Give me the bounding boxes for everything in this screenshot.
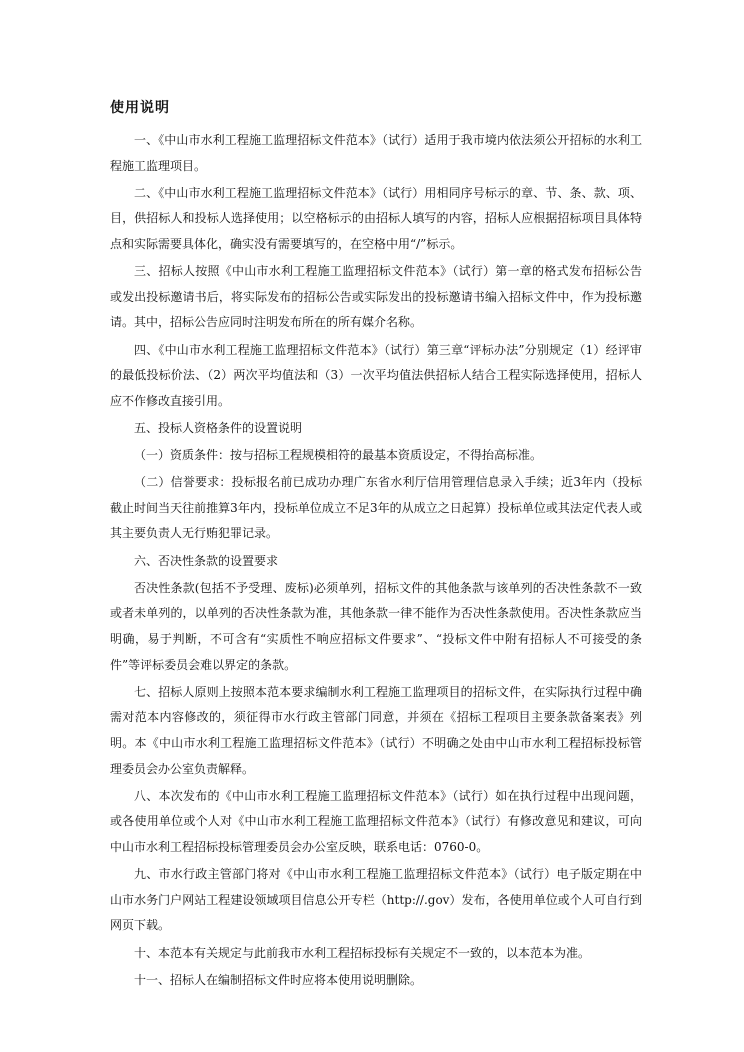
- document-body: [110, 128, 642, 995]
- paragraph-5-2: （二）信誉要求：投标报名前已成功办理广东省水利厅信用管理信息录入手续；近3年内（投标截止时间当天往前推算3年内，投标单位成立不足3年的从成立之日起算）投标单位或其法定代表人或其主要负责人无行贿犯罪记录。: [110, 475, 642, 541]
- paragraph-5-heading: 五、投标人资格条件的设置说明: [134, 420, 303, 435]
- paragraph-4: 四、《中山市水利工程施工监理招标文件范本》（试行）第三章“评标办法”分别规定（1）经评审的最低投标价法、（2）两次平均值法和（3）一次平均值法供招标人结合工程实际选择使用，招标人应不作修改直接引用。: [110, 342, 642, 408]
- paragraph-6-body: 否决性条款(包括不予受理、废标)必须单列，招标文件的其他条款与该单列的否决性条款不一致或者未单列的，以单列的否决性条款为准，其他条款一律不能作为否决性条款使用。否决性条款应当明确，易于判断，不可含有“实质性不响应招标文件要求”、“投标文件中附有招标人不可接受的条件”等评标委员会难以界定的条款。: [110, 580, 642, 672]
- paragraph-1: 一、《中山市水利工程施工监理招标文件范本》（试行）适用于我市境内依法须公开招标的水利工程施工监理项目。: [110, 133, 642, 173]
- paragraph-6-heading: 六、否决性条款的设置要求: [134, 553, 279, 568]
- paragraph-7: 七、招标人原则上按照本范本要求编制水利工程施工监理项目的招标文件，在实际执行过程中确需对范本内容修改的，须征得市水行政主管部门同意，并须在《招标工程项目主要条款备案表》列明。本《中山市水利工程施工监理招标文件范本》（试行）不明确之处由中山市水利工程招标投标管理委员会办公室负责解释。: [110, 684, 642, 776]
- paragraph-5-1: （一）资质条件：按与招标工程规模相符的最基本资质设定，不得抬高标准。: [134, 448, 543, 463]
- paragraph-2: 二、《中山市水利工程施工监理招标文件范本》（试行）用相同序号标示的章、节、条、款、项、目，供招标人和投标人选择使用；以空格标示的由招标人填写的内容，招标人应根据招标项目具体特点和实际需要具体化，确实没有需要填写的，在空格中用“/”标示。: [110, 185, 642, 251]
- paragraph-3: 三、招标人按照《中山市水利工程施工监理招标文件范本》（试行）第一章的格式发布招标公告或发出投标邀请书后，将实际发布的招标公告或实际发出的投标邀请书编入招标文件中，作为投标邀请。其中，招标公告应同时注明发布所在的所有媒介名称。: [110, 264, 642, 330]
- paragraph-9: 九、市水行政主管部门将对《中山市水利工程施工监理招标文件范本》（试行）电子版定期在中山市水务门户网站工程建设领域项目信息公开专栏（http://.gov）发布，各使用单位或个人可自行到网页下载。: [110, 867, 642, 933]
- paragraph-11: 十一、招标人在编制招标文件时应将本使用说明删除。: [134, 972, 423, 987]
- paragraph-8: 八、本次发布的《中山市水利工程施工监理招标文件范本》（试行）如在执行过程中出现问题，或各使用单位或个人对《中山市水利工程施工监理招标文件范本》（试行）有修改意见和建议，可向中山市水利工程招标投标管理委员会办公室反映，联系电话：0760-0。: [110, 788, 642, 854]
- paragraph-10: 十、本范本有关规定与此前我市水利工程招标投标有关规定不一致的，以本范本为准。: [134, 945, 591, 960]
- document-title: 使用说明: [110, 100, 170, 116]
